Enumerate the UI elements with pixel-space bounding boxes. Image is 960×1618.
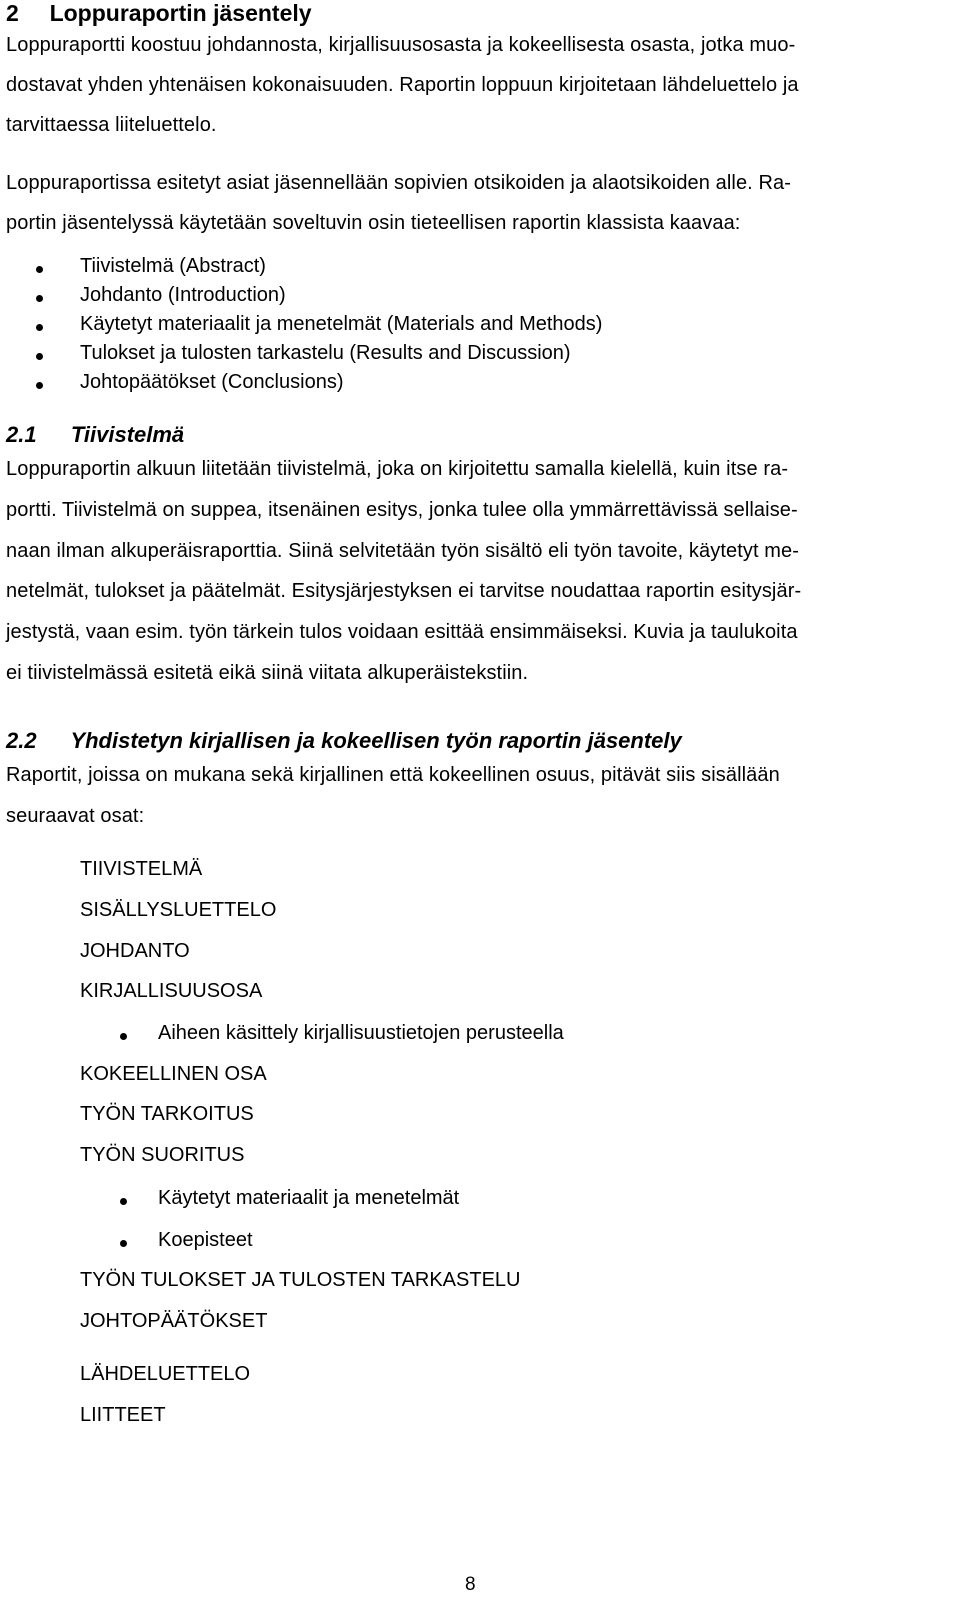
section-2-number: 2 <box>6 0 19 26</box>
bullet-icon <box>36 382 43 389</box>
outline-subitem: Käytetyt materiaalit ja menetelmät <box>158 1187 460 1209</box>
section-2-2-number: 2.2 <box>6 728 37 753</box>
section-2-1-number: 2.1 <box>6 422 37 447</box>
bullet-icon <box>120 1198 127 1205</box>
outline-item: JOHTOPÄÄTÖKSET <box>80 1310 268 1332</box>
outline-item: KOKEELLINEN OSA <box>80 1063 267 1085</box>
outline-item: LIITTEET <box>80 1404 166 1426</box>
paragraph-line: seuraavat osat: <box>6 805 145 827</box>
bullet-icon <box>36 295 43 302</box>
outline-item: TYÖN TULOKSET JA TULOSTEN TARKASTELU <box>80 1269 521 1291</box>
page-number: 8 <box>465 1574 476 1595</box>
section-2-1-title: Tiivistelmä <box>70 422 185 447</box>
paragraph-line: Loppuraportin alkuun liitetään tiivistelmä, joka on kirjoitettu samalla kielellä, kuin itse ra- <box>6 458 789 480</box>
outline-item: KIRJALLISUUSOSA <box>80 980 263 1002</box>
paragraph-line: netelmät, tulokset ja päätelmät. Esitysjärjestyksen ei tarvitse noudattaa raportin esitysjär- <box>6 580 802 602</box>
outline-item: LÄHDELUETTELO <box>80 1363 251 1385</box>
section-2-1-heading <box>6 422 184 448</box>
paragraph-line: portti. Tiivistelmä on suppea, itsenäinen esitys, jonka tulee olla ymmärrettävissä sellaise- <box>6 499 798 521</box>
outline-item: TIIVISTELMÄ <box>80 858 203 880</box>
paragraph-line: naan ilman alkuperäisraporttia. Siinä selvitetään työn sisältö eli työn tavoite, käytetyt me- <box>6 540 800 562</box>
outline-subitem: Aiheen käsittely kirjallisuustietojen perusteella <box>158 1022 564 1044</box>
bullet-icon <box>36 324 43 331</box>
outline-subitem: Koepisteet <box>158 1229 253 1251</box>
outline-item: TYÖN SUORITUS <box>80 1144 245 1166</box>
list-item: Tulokset ja tulosten tarkastelu (Results and Discussion) <box>80 342 571 364</box>
bullet-icon <box>36 266 43 273</box>
paragraph-line: Loppuraportti koostuu johdannosta, kirjallisuusosasta ja kokeellisesta osasta, jotka muo- <box>6 34 796 56</box>
section-2-2-title: Yhdistetyn kirjallisen ja kokeellisen työn raportin jäsentely <box>70 728 682 753</box>
paragraph-line: Raportit, joissa on mukana sekä kirjallinen että kokeellinen osuus, pitävät siis sisällään <box>6 764 780 786</box>
outline-item: SISÄLLYSLUETTELO <box>80 899 277 921</box>
bullet-icon <box>36 353 43 360</box>
bullet-icon <box>120 1240 127 1247</box>
paragraph-line: dostavat yhden yhtenäisen kokonaisuuden. Raportin loppuun kirjoitetaan lähdeluettelo ja <box>6 74 799 96</box>
list-item: Tiivistelmä (Abstract) <box>80 255 266 277</box>
outline-item: JOHDANTO <box>80 940 190 962</box>
list-item: Johtopäätökset (Conclusions) <box>80 371 344 393</box>
paragraph-line: Loppuraportissa esitetyt asiat jäsennellään sopivien otsikoiden ja alaotsikoiden alle. Ra- <box>6 172 792 194</box>
paragraph-line: portin jäsentelyssä käytetään soveltuvin osin tieteellisen raportin klassista kaavaa: <box>6 212 741 234</box>
list-item: Käytetyt materiaalit ja menetelmät (Materials and Methods) <box>80 313 603 335</box>
list-item: Johdanto (Introduction) <box>80 284 286 306</box>
section-2-heading <box>6 0 312 27</box>
outline-item: TYÖN TARKOITUS <box>80 1103 254 1125</box>
section-2-title: Loppuraportin jäsentely <box>49 0 312 26</box>
bullet-icon <box>120 1033 127 1040</box>
section-2-2-heading <box>6 728 682 754</box>
paragraph-line: jestystä, vaan esim. työn tärkein tulos voidaan esittää ensimmäiseksi. Kuvia ja taulukoita <box>6 621 798 643</box>
paragraph-line: ei tiivistelmässä esitetä eikä siinä viitata alkuperäistekstiin. <box>6 662 529 684</box>
paragraph-line: tarvittaessa liiteluettelo. <box>6 114 217 136</box>
